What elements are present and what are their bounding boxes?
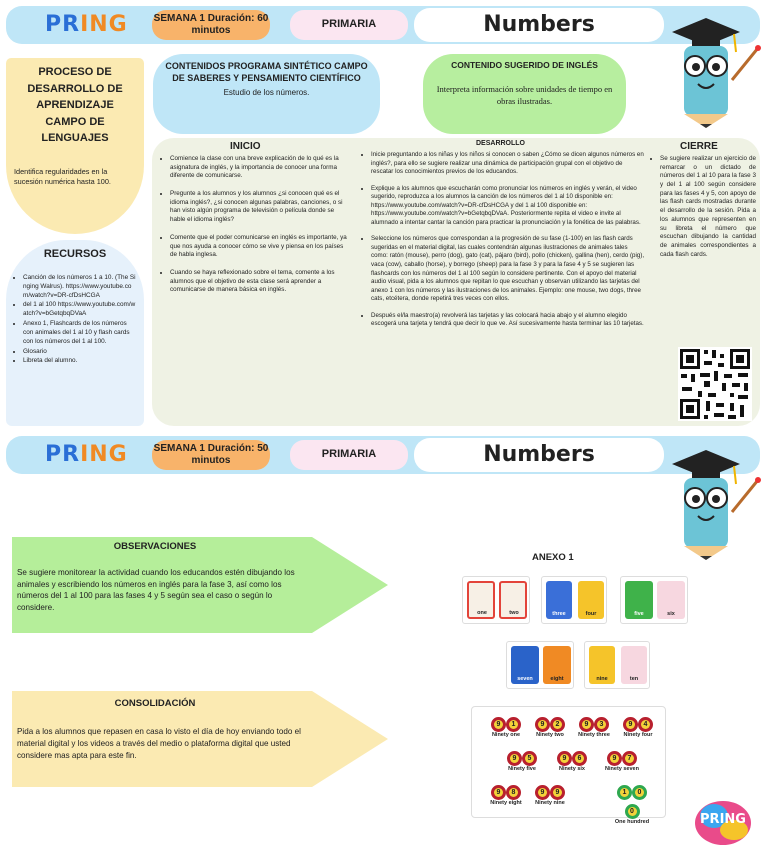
number-balls: [530, 781, 570, 800]
qr-code-icon: [678, 347, 752, 421]
number-flashcard: [530, 781, 570, 806]
recursos-item: • Anexo 1, Flashcards de los números con animales del 1 al 10 y flash cards con los números del 1 al 100.: [23, 320, 138, 346]
digit-ball-icon: 9: [491, 785, 506, 800]
page-title: Numbers: [414, 438, 664, 472]
number-label: Ninety five: [508, 766, 536, 772]
nivel-badge: PRIMARIA: [290, 10, 408, 40]
card-label: eight: [550, 676, 564, 682]
recursos-item: • Glosario: [23, 348, 138, 357]
number-label: Ninety seven: [605, 766, 639, 772]
digit-ball-icon: 7: [622, 751, 637, 766]
desarrollo-list: [361, 151, 646, 337]
card-label: four: [585, 611, 597, 617]
recursos-item: • Libreta del alumno.: [23, 357, 138, 366]
number-label: Ninety two: [536, 732, 564, 738]
cierre-heading: CIERRE: [680, 141, 718, 152]
proceso-heading: PROCESO DE DESARROLLO DE APRENDIZAJE CAMPO DE LENGUAJES: [27, 66, 123, 144]
recursos-item: • Canción de los números 1 a 10. (The Singing Walrus). https://www.youtube.com/watch?v=DR-cfDsHCGA: [23, 274, 138, 300]
number-balls: [502, 747, 542, 766]
card-label: six: [667, 611, 675, 617]
proceso-text: Identifica regularidades en la sucesión numérica hasta 100.: [14, 166, 111, 186]
inicio-item: • Cuando se haya reflexionado sobre el tema, comente a los alumnos que el objetivo de esta clase será aprender a comunicarse de manera básica en inglés.: [170, 269, 350, 295]
digit-ball-icon: 6: [572, 751, 587, 766]
number-label: Ninety six: [559, 766, 585, 772]
digit-ball-icon: 1: [506, 717, 521, 732]
inicio-list: [160, 155, 350, 303]
desarrollo-item: • Después el/la maestro(a) revolverá las tarjetas y las colocará hacia abajo y el alumno elegido escogerá una tarjeta y tendrá que decir lo que ve. Así sucesivamente hasta terminar las 10 tarjetas.: [371, 312, 646, 329]
digit-ball-icon: 4: [638, 717, 653, 732]
anexo-heading: ANEXO 1: [532, 552, 574, 563]
digit-ball-icon: 9: [579, 717, 594, 732]
digit-ball-icon: 9: [550, 785, 565, 800]
corner-logo-text: PRING: [700, 812, 746, 827]
nivel-badge: PRIMARIA: [290, 440, 408, 470]
card-label: three: [552, 611, 566, 617]
recursos-panel: [6, 240, 144, 426]
number-label: Ninety three: [578, 732, 610, 738]
number-flashcard: [530, 713, 570, 738]
card-label: two: [509, 610, 519, 616]
number-flashcard: [602, 747, 642, 772]
digit-ball-icon: 9: [623, 717, 638, 732]
digit-ball-icon: 9: [491, 717, 506, 732]
page-title: Numbers: [414, 8, 664, 42]
digit-ball-icon: 1: [617, 785, 632, 800]
digit-ball-icon: 9: [535, 785, 550, 800]
consolidacion-heading: CONSOLIDACIÓN: [114, 698, 196, 709]
observaciones-text: Se sugiere monitorear la actividad cuando los educandos estén dibujando los animales y escribiendo los números en inglés para la fase 3, así como los números del 1 al 100 para las fases 4 y 5 según sea el caso o según lo considere.: [17, 568, 295, 613]
pring-logo: PRING: [45, 12, 128, 37]
semana-badge: SEMANA 1 Duración: 60 minutos: [152, 10, 270, 40]
digit-ball-icon: 9: [557, 751, 572, 766]
number-flashcard: [574, 713, 614, 738]
observaciones-heading: OBSERVACIONES: [113, 541, 197, 552]
flashcard-pair: [506, 641, 574, 689]
numbers-card: [471, 706, 666, 825]
digit-ball-icon: 2: [550, 717, 565, 732]
number-label: Ninety nine: [535, 800, 565, 806]
card-label: ten: [629, 676, 639, 682]
number-label: Ninety eight: [490, 800, 522, 806]
pencil-mascot-icon: [662, 440, 762, 560]
desarrollo-heading: DESARROLLO: [476, 140, 525, 147]
number-balls: [486, 781, 526, 800]
pring-corner-logo: [692, 796, 754, 850]
recursos-heading: RECURSOS: [43, 248, 107, 260]
digit-ball-icon: 0: [625, 804, 640, 819]
number-flashcard: [552, 747, 592, 772]
number-balls: [530, 713, 570, 732]
recursos-list: [12, 274, 138, 366]
card-label: one: [477, 610, 487, 616]
inicio-item: • Comente que el poder comunicarse en inglés es importante, ya que nos ayuda a conocer cómo se vive y piensa en los países de habla inglesa.: [170, 234, 350, 260]
number-flashcard: [612, 781, 652, 825]
inicio-item: • Pregunte a los alumnos y los alumnos ¿si conocen qué es el idioma inglés?, ¿si conocen algunas palabras, canciones, o si han visto algún programa de televisión o película donde se hable el idioma inglés?: [170, 190, 350, 225]
proceso-panel: [6, 58, 144, 234]
contenidos-text: Estudio de los números.: [223, 88, 310, 98]
cierre-list: [650, 155, 756, 267]
number-flashcard: [502, 747, 542, 772]
digit-ball-icon: 5: [522, 751, 537, 766]
number-balls: [602, 747, 642, 766]
number-balls: [574, 713, 614, 732]
digit-ball-icon: 9: [535, 717, 550, 732]
sugerido-text: Interpreta información sobre unidades de tiempo en obras ilustradas.: [436, 84, 613, 106]
pencil-mascot-icon: [662, 8, 762, 128]
digit-ball-icon: 0: [632, 785, 647, 800]
flashcard-pair: [541, 576, 607, 624]
flashcard-pair: [462, 576, 530, 624]
card-label: five: [634, 611, 644, 617]
card-label: nine: [596, 676, 608, 682]
number-label: Ninety one: [491, 732, 521, 738]
digit-ball-icon: 9: [607, 751, 622, 766]
number-flashcard: [486, 781, 526, 806]
recursos-item: • del 1 al 100 https://www.youtube.com/watch?v=bGetqbqDVaA: [23, 301, 138, 319]
desarrollo-item: • Explique a los alumnos que escucharán como pronunciar los números en inglés y verán, el video sugerido, reproduzca a los alumnos la canción de los números del 1 al 10 disponible en: https://www.youtube.com/watch?v=DR-cfDsHCGA y del 1 al 100 disponible en: https://www.youtube.com/watch?v=bGetqbqDVaA. Posteriormente repita el video e invite al alumnado a intentar cantar la canción para practicar la pronunciación y la fonética de las palabras.: [371, 185, 646, 228]
sugerido-panel: [423, 54, 626, 134]
number-balls: [612, 781, 652, 819]
contenidos-panel: [153, 54, 380, 134]
semana-badge: SEMANA 1 Duración: 50 minutos: [152, 440, 270, 470]
number-balls: [486, 713, 526, 732]
inicio-item: • Comience la clase con una breve explicación de lo qué es la asignatura de inglés, y la importancia de conocer una forma diferente de comunicarse.: [170, 155, 350, 181]
contenidos-heading: CONTENIDOS PROGRAMA SINTÉTICO CAMPO DE SABERES Y PENSAMIENTO CIENTÍFICO: [165, 61, 368, 84]
number-balls: [552, 747, 592, 766]
number-label: One hundred: [614, 819, 650, 825]
flashcard-pair: [584, 641, 650, 689]
digit-ball-icon: 8: [506, 785, 521, 800]
desarrollo-item: • Seleccione los números que correspondan a la progresión de su fase (1-100) en las flash cards sugeridas en el material digital, las cuales contendrán algunas ilustraciones de animales tales como: ratón (mouse), perro (dog), gato (cat), pájaro (bird), pollo (chicken), gallina (hen), cerdo (pig), vaca (cow), caballo (horse), y borrego (sheep) para la fase 3 y para la fase 4 y 5 se sugieren las flashcards con los números del 1 al 100 según lo considere pertinente. Con el apoyo del material audio visual, pida a los alumnos que repitan lo que escuchan y observan utilizando las tarjetas del anexo 1 con los números y las ilustraciones de los animales. Ejemplo: one mouse, two dogs, three cats, etcétera, donde repetirá tres veces con ellos.: [371, 235, 646, 303]
desarrollo-item: • Inicie preguntando a los niñas y los niños si conocen o saben ¿Cómo se dicen algunos números en inglés?, para ello se sugiere realizar una dinámica de participación grupal con el objetivo de rescatar los conocimientos previos de los educandos.: [371, 151, 646, 177]
pring-logo: PRING: [45, 442, 128, 467]
digit-ball-icon: 3: [594, 717, 609, 732]
card-label: seven: [517, 676, 533, 682]
digit-ball-icon: 9: [507, 751, 522, 766]
consolidacion-text: Pida a los alumnos que repasen en casa lo visto el día de hoy enviando todo el material digital y los videos a través del medio o plataforma digital que usted considere mas apta para este fin.: [17, 727, 301, 761]
number-label: Ninety four: [623, 732, 653, 738]
number-flashcard: [618, 713, 658, 738]
flashcard-pair: [620, 576, 688, 624]
sugerido-heading: CONTENIDO SUGERIDO DE INGLÉS: [451, 60, 598, 70]
number-balls: [618, 713, 658, 732]
number-flashcard: [486, 713, 526, 738]
cierre-item: • Se sugiere realizar un ejercicio de remarcar o un dictado de números del 1 al 10 para la fase 3 y del 1 al 100 según considere para las fases 4 y 5, con apoyo de las flash cards mostradas durante el desarrollo de la sesión. Pida a los alumnos que representen en su libreta el número que escuchan dibujando la cantidad de animales correspondientes a cada flash cards.: [660, 155, 756, 259]
inicio-heading: INICIO: [230, 141, 261, 152]
